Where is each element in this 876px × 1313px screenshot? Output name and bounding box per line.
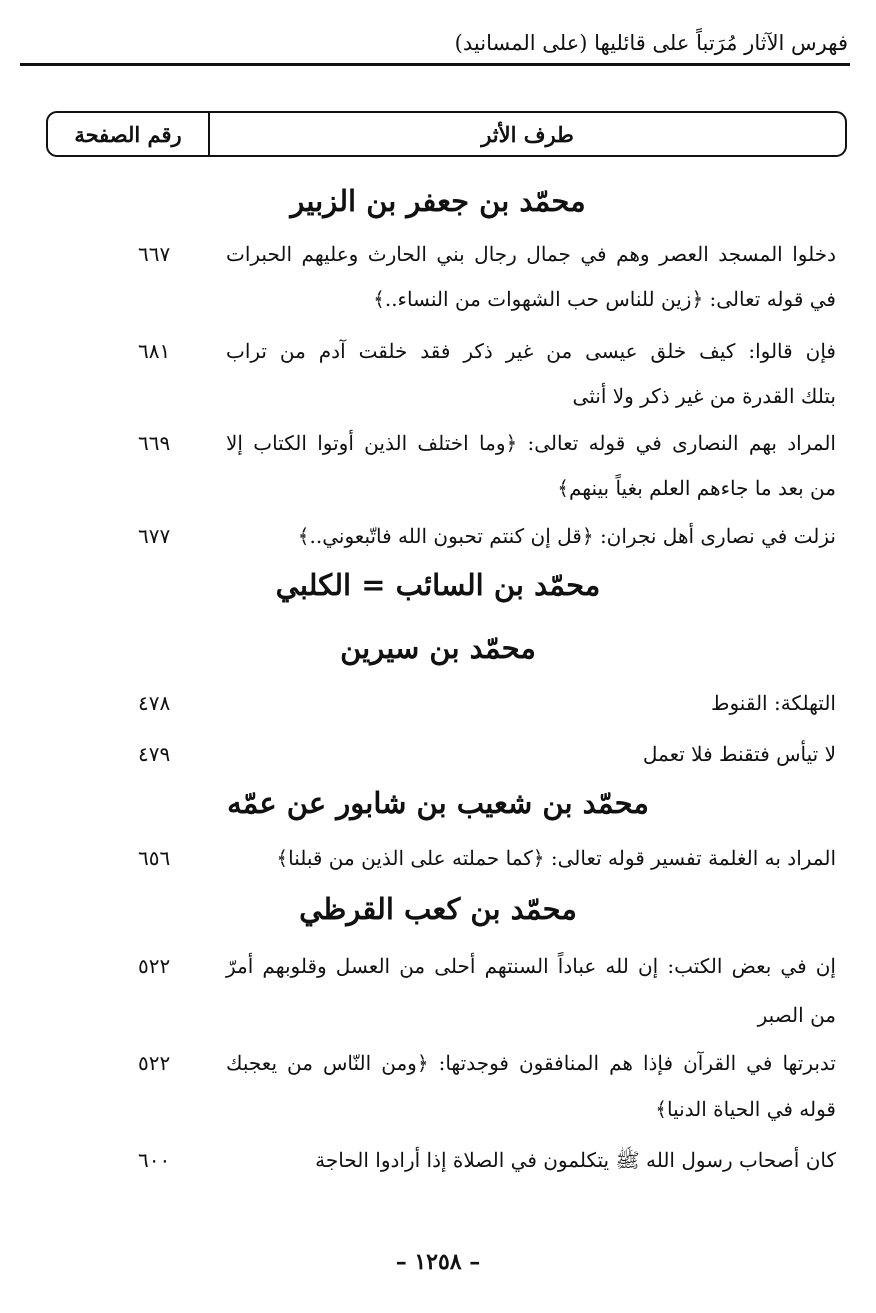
- entry-line: فإن قالوا: كيف خلق عيسى من غير ذكر فقد خلقت آدم من تراب: [226, 339, 836, 363]
- entry-page-number: ٤٧٨: [138, 691, 171, 715]
- entry-page-number: ٦٥٦: [138, 846, 171, 870]
- entry-line: تدبرتها في القرآن فإذا هم المنافقون فوجدتها: ﴿ومن النّاس من يعجبك: [226, 1051, 836, 1075]
- entry-line: دخلوا المسجد العصر وهم في جمال رجال بني الحارث وعليهم الحبرات: [226, 242, 836, 266]
- section-heading: محمّد بن السائب = الكلبي: [275, 568, 601, 602]
- entry-line: المراد بهم النصارى في قوله تعالى: ﴿وما اختلف الذين أوتوا الكتاب إلا: [226, 431, 836, 455]
- entry-line: قوله في الحياة الدنيا﴾: [655, 1097, 836, 1121]
- entry-page-number: ٤٧٩: [138, 742, 171, 766]
- entry-line: نزلت في نصارى أهل نجران: ﴿قل إن كنتم تحبون الله فاتّبعوني..﴾: [297, 524, 836, 548]
- section-heading: محمّد بن شعيب بن شابور عن عمّه: [227, 786, 649, 820]
- entry-line: إن في بعض الكتب: إن لله عباداً السنتهم أحلى من العسل وقلوبهم أمرّ: [226, 954, 836, 978]
- running-head: فهرس الآثار مُرَتباً على قائليها (على المسانيد): [454, 31, 848, 55]
- entry-page-number: ٦٧٧: [138, 524, 171, 548]
- entry-line: في قوله تعالى: ﴿زين للناس حب الشهوات من النساء..﴾: [373, 287, 836, 311]
- entry-page-number: ٦٨١: [138, 339, 171, 363]
- column-page-label: رقم الصفحة: [48, 113, 210, 155]
- section-heading: محمّد بن سيرين: [340, 631, 536, 665]
- entry-line: كان أصحاب رسول الله ﷺ يتكلمون في الصلاة إذا أرادوا الحاجة: [315, 1148, 836, 1172]
- section-heading: محمّد بن جعفر بن الزبير: [290, 184, 586, 218]
- entry-line: التهلكة: القنوط: [710, 691, 836, 715]
- entry-page-number: ٦٠٠: [138, 1148, 171, 1172]
- entry-line: بتلك القدرة من غير ذكر ولا أنثى: [572, 384, 836, 408]
- column-title-label: طرف الأثر: [481, 121, 574, 147]
- entry-page-number: ٥٢٢: [138, 1051, 171, 1075]
- entry-page-number: ٥٢٢: [138, 954, 171, 978]
- entry-line: المراد به الغلمة تفسير قوله تعالى: ﴿كما حملته على الذين من قبلنا﴾: [276, 846, 836, 870]
- entry-line: من بعد ما جاءهم العلم بغياً بينهم﴾: [557, 476, 836, 500]
- entry-line: لا تيأس فتقنط فلا تعمل: [642, 742, 836, 766]
- page-number-footer: – ١٢٥٨ –: [395, 1249, 481, 1275]
- header-rule: [20, 63, 850, 66]
- entry-page-number: ٦٦٧: [138, 242, 171, 266]
- entry-page-number: ٦٦٩: [138, 431, 171, 455]
- column-header-box: [46, 111, 847, 157]
- entry-line: من الصبر: [757, 1003, 836, 1027]
- section-heading: محمّد بن كعب القرظي: [299, 892, 577, 926]
